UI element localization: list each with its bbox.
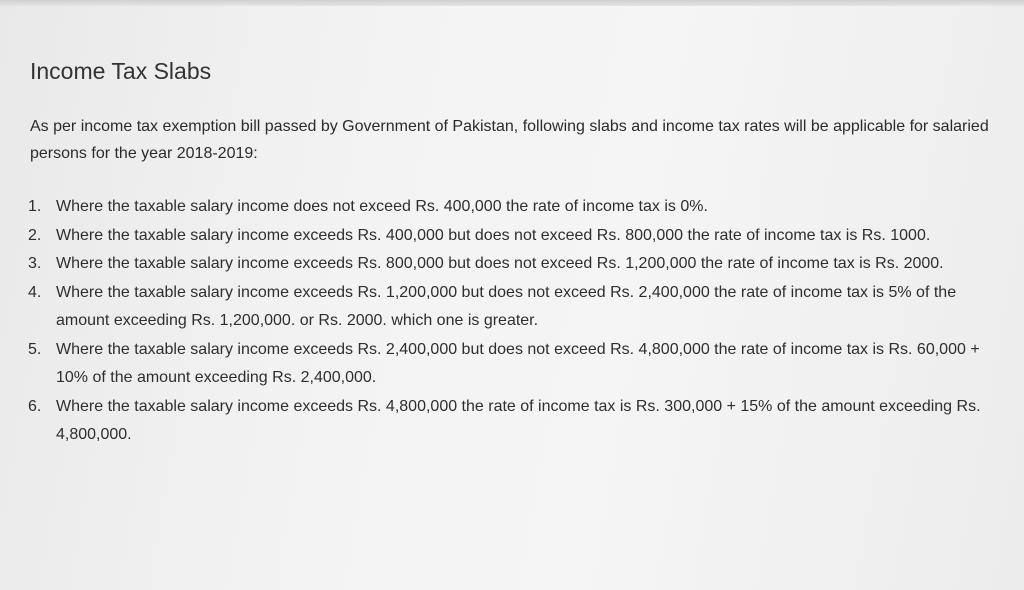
list-item xyxy=(30,222,1000,251)
list-item-text: Where the taxable salary income exceeds Rs. 800,000 but does not exceed Rs. 1,200,000 the rate of income tax is Rs. 2000. xyxy=(56,255,944,272)
list-item xyxy=(30,250,1000,279)
intro-paragraph: As per income tax exemption bill passed by Government of Pakistan, following slabs and income tax rates will be applicable for salaried persons for the year 2018-2019: xyxy=(30,118,989,162)
list-item-number: 2. xyxy=(28,226,42,244)
list-item-number: 4. xyxy=(28,283,42,301)
list-item-number: 5. xyxy=(28,340,42,358)
list-item-text: Where the taxable salary income exceeds Rs. 2,400,000 but does not exceed Rs. 4,800,000 the rate of income tax is Rs. 60,000 + 10% of the amount exceeding Rs. 2,400,000. xyxy=(56,340,980,386)
list-item-text: Where the taxable salary income does not exceed Rs. 400,000 the rate of income tax is 0%. xyxy=(56,198,708,215)
list-item-text: Where the taxable salary income exceeds Rs. 1,200,000 but does not exceed Rs. 2,400,000 the rate of income tax is 5% of the amount exceeding Rs. 1,200,000. or Rs. 2000. which one is greater. xyxy=(56,283,957,329)
list-item-number: 6. xyxy=(28,397,42,415)
article-content xyxy=(30,58,1000,450)
page-title: Income Tax Slabs xyxy=(30,58,212,84)
list-item xyxy=(30,193,1000,222)
list-item xyxy=(30,279,1000,336)
screen-top-edge xyxy=(0,0,1024,6)
list-item-text: Where the taxable salary income exceeds Rs. 400,000 but does not exceed Rs. 800,000 the rate of income tax is Rs. 1000. xyxy=(56,226,931,244)
list-item xyxy=(30,336,1000,393)
tax-slab-list xyxy=(30,193,1000,450)
list-item-number: 1. xyxy=(28,198,42,215)
list-item xyxy=(30,393,1000,450)
list-item-number: 3. xyxy=(28,255,42,272)
list-item-text: Where the taxable salary income exceeds Rs. 4,800,000 the rate of income tax is Rs. 300,000 + 15% of the amount exceeding Rs. 4,800,000. xyxy=(56,397,981,443)
